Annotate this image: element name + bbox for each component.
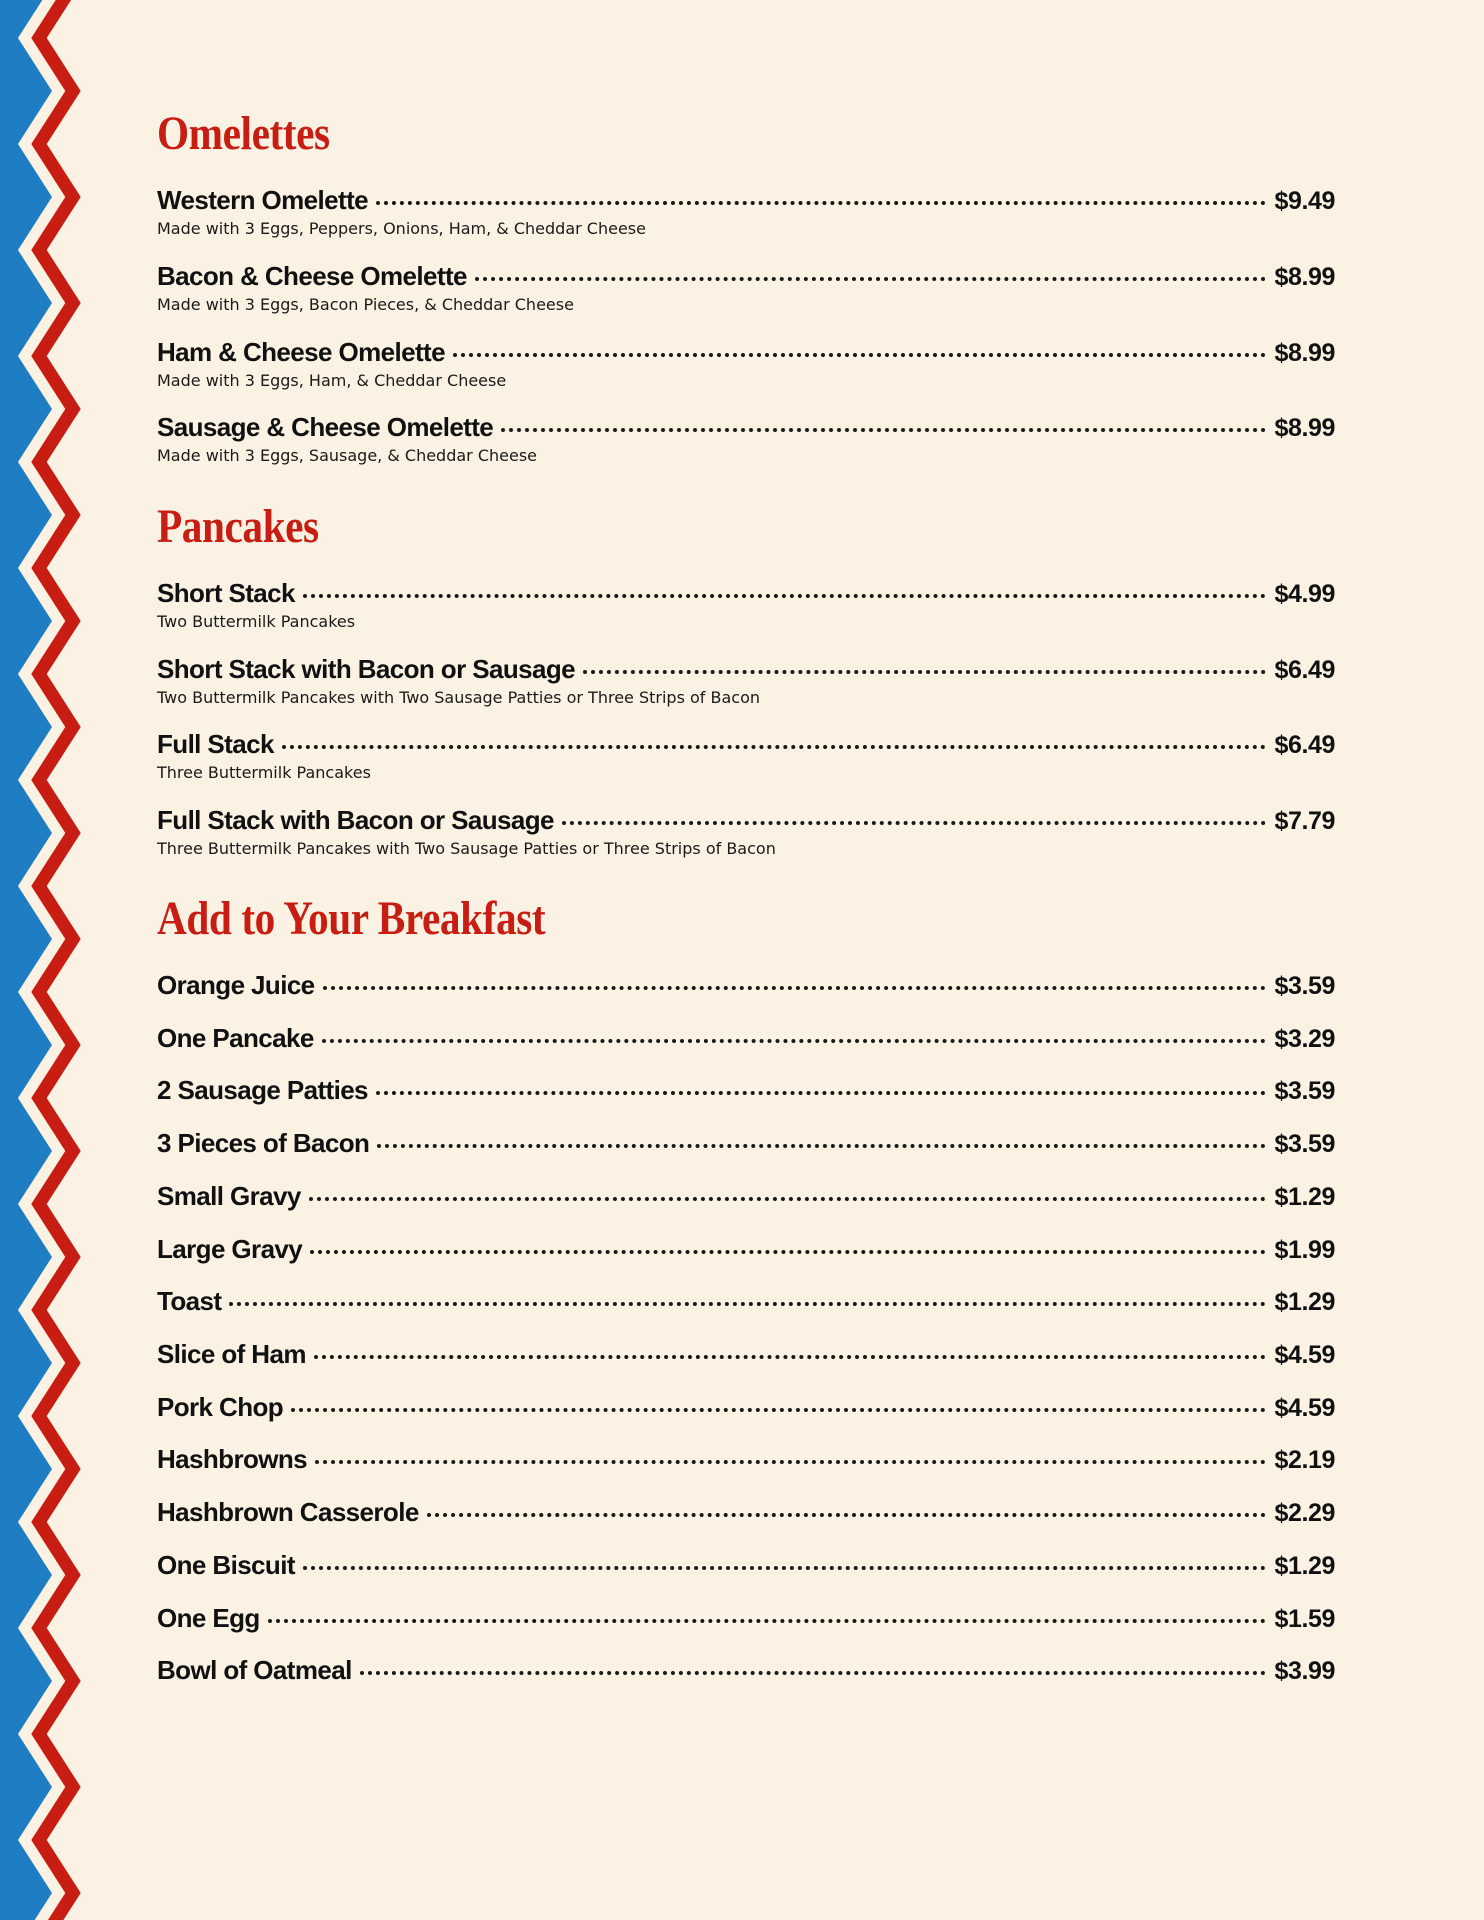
menu-item xyxy=(157,334,1335,392)
dotted-leader xyxy=(268,1619,1267,1623)
section-title: Pancakes xyxy=(157,500,319,553)
item-price: $2.19 xyxy=(1274,1446,1335,1474)
item-price: $4.59 xyxy=(1274,1394,1335,1422)
item-name: 2 Sausage Patties xyxy=(157,1075,368,1105)
item-description: Made with 3 Eggs, Peppers, Onions, Ham, & Cheddar Cheese xyxy=(157,219,646,238)
dotted-leader xyxy=(310,1250,1266,1254)
item-price: $3.29 xyxy=(1274,1025,1335,1053)
menu-item xyxy=(157,1494,1335,1530)
dotted-leader xyxy=(303,1566,1267,1570)
item-name: One Pancake xyxy=(157,1023,314,1053)
item-description: Three Buttermilk Pancakes xyxy=(157,763,371,782)
item-price: $1.29 xyxy=(1274,1288,1335,1316)
item-price: $1.29 xyxy=(1274,1552,1335,1580)
menu-item xyxy=(157,182,1335,240)
dotted-leader xyxy=(303,594,1267,598)
item-name: Large Gravy xyxy=(157,1234,303,1264)
dotted-leader xyxy=(360,1671,1267,1675)
item-description: Made with 3 Eggs, Sausage, & Cheddar Cheese xyxy=(157,446,538,465)
dotted-leader xyxy=(282,745,1267,749)
menu-item xyxy=(157,1389,1335,1425)
item-price: $9.49 xyxy=(1274,187,1335,215)
menu-item xyxy=(157,1125,1335,1161)
item-name: Toast xyxy=(157,1286,222,1316)
item-price: $8.99 xyxy=(1274,414,1335,442)
item-price: $4.99 xyxy=(1274,580,1335,608)
dotted-leader xyxy=(309,1197,1267,1201)
item-description: Two Buttermilk Pancakes with Two Sausage Patties or Three Strips of Bacon xyxy=(157,688,761,707)
item-name: Sausage & Cheese Omelette xyxy=(157,412,494,442)
item-price: $3.59 xyxy=(1274,1130,1335,1158)
item-description: Three Buttermilk Pancakes with Two Sausage Patties or Three Strips of Bacon xyxy=(157,839,776,858)
section-title: Omelettes xyxy=(157,107,330,160)
item-name: Full Stack xyxy=(157,729,274,759)
dotted-leader xyxy=(376,201,1266,205)
item-name: One Biscuit xyxy=(157,1550,295,1580)
menu-item xyxy=(157,726,1335,784)
item-price: $2.29 xyxy=(1274,1499,1335,1527)
dotted-leader xyxy=(376,1091,1267,1095)
item-name: Short Stack xyxy=(157,578,295,608)
dotted-leader xyxy=(315,1460,1266,1464)
item-price: $8.99 xyxy=(1274,339,1335,367)
menu-item xyxy=(157,1547,1335,1583)
menu-item xyxy=(157,1020,1335,1056)
item-name: Hashbrown Casserole xyxy=(157,1497,419,1527)
menu-item xyxy=(157,967,1335,1003)
dotted-leader xyxy=(583,670,1266,674)
dotted-leader xyxy=(314,1355,1267,1359)
menu-item xyxy=(157,1283,1335,1319)
menu-item xyxy=(157,1231,1335,1267)
dotted-leader xyxy=(501,428,1266,432)
menu-item xyxy=(157,1441,1335,1477)
menu-item xyxy=(157,651,1335,709)
item-name: Slice of Ham xyxy=(157,1339,306,1369)
item-name: 3 Pieces of Bacon xyxy=(157,1128,370,1158)
item-description: Made with 3 Eggs, Bacon Pieces, & Cheddar Cheese xyxy=(157,295,574,314)
dotted-leader xyxy=(377,1144,1266,1148)
menu-item xyxy=(157,575,1335,633)
item-description: Two Buttermilk Pancakes xyxy=(157,612,356,631)
dotted-leader xyxy=(291,1408,1266,1412)
item-name: Western Omelette xyxy=(157,185,368,215)
item-price: $6.49 xyxy=(1274,656,1335,684)
menu-item xyxy=(157,1600,1335,1636)
item-price: $6.49 xyxy=(1274,731,1335,759)
item-name: Full Stack with Bacon or Sausage xyxy=(157,805,554,835)
item-name: Pork Chop xyxy=(157,1392,284,1422)
zigzag-border xyxy=(0,0,100,1920)
menu-item xyxy=(157,258,1335,316)
item-name: Orange Juice xyxy=(157,970,315,1000)
menu-item xyxy=(157,1072,1335,1108)
item-price: $3.59 xyxy=(1274,1077,1335,1105)
dotted-leader xyxy=(475,277,1267,281)
item-price: $1.29 xyxy=(1274,1183,1335,1211)
item-name: Ham & Cheese Omelette xyxy=(157,337,445,367)
item-price: $1.59 xyxy=(1274,1605,1335,1633)
item-name: One Egg xyxy=(157,1603,260,1633)
dotted-leader xyxy=(322,1039,1267,1043)
item-name: Bacon & Cheese Omelette xyxy=(157,261,467,291)
item-name: Short Stack with Bacon or Sausage xyxy=(157,654,575,684)
dotted-leader xyxy=(427,1513,1267,1517)
menu-item xyxy=(157,409,1335,467)
item-price: $3.59 xyxy=(1274,972,1335,1000)
dotted-leader xyxy=(453,353,1266,357)
item-name: Bowl of Oatmeal xyxy=(157,1655,352,1685)
section-title: Add to Your Breakfast xyxy=(157,892,546,945)
item-price: $7.79 xyxy=(1274,807,1335,835)
item-price: $3.99 xyxy=(1274,1657,1335,1685)
item-price: $1.99 xyxy=(1274,1236,1335,1264)
menu-item xyxy=(157,1652,1335,1688)
item-name: Small Gravy xyxy=(157,1181,301,1211)
dotted-leader xyxy=(229,1302,1266,1306)
item-price: $8.99 xyxy=(1274,263,1335,291)
item-description: Made with 3 Eggs, Ham, & Cheddar Cheese xyxy=(157,371,507,390)
dotted-leader xyxy=(323,986,1267,990)
item-price: $4.59 xyxy=(1274,1341,1335,1369)
menu-item xyxy=(157,802,1335,860)
menu-item xyxy=(157,1336,1335,1372)
item-name: Hashbrowns xyxy=(157,1444,308,1474)
dotted-leader xyxy=(562,821,1267,825)
menu-item xyxy=(157,1178,1335,1214)
